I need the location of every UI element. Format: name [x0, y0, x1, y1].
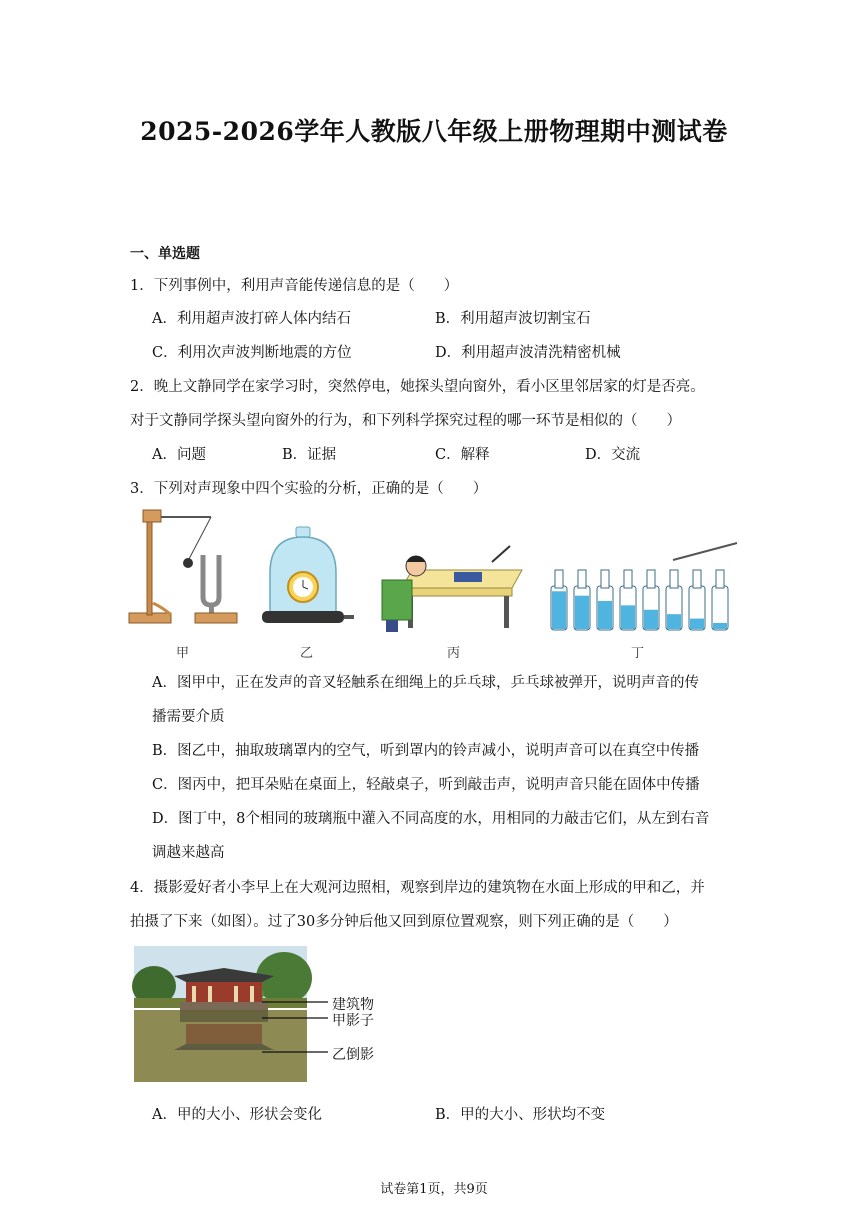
question-3-option-c: C．图丙中，把耳朵贴在桌面上，轻敲桌子，听到敲击声，说明声音只能在固体中传播	[152, 777, 700, 793]
question-3-option-b: B．图乙中，抽取玻璃罩内的空气，听到罩内的铃声减小，说明声音可以在真空中传播	[152, 743, 700, 759]
bottle-5	[643, 570, 659, 630]
question-1-option-c: C．利用次声波判断地震的方位	[152, 345, 352, 361]
bottle-3	[597, 570, 613, 630]
question-2-stem-line2: 对于文静同学探头望向窗外的行为，和下列科学探究过程的哪一环节是相似的（ ）	[130, 413, 681, 429]
figure-jia-tuning-fork	[125, 505, 245, 630]
figure-label-bing: 丙	[447, 646, 461, 661]
question-3-stem: 3．下列对声现象中四个实验的分析，正确的是（ ）	[130, 481, 488, 497]
figure-label-ding: 丁	[631, 646, 645, 661]
question-2-option-a: A．问题	[152, 447, 206, 463]
question-2-option-d: D．交流	[585, 447, 641, 463]
question-3-option-d-line2: 调越来越高	[152, 845, 225, 861]
figure-label-jia: 甲	[176, 646, 190, 661]
figure-ding-bottles	[545, 540, 745, 635]
question-1-option-d: D．利用超声波清洗精密机械	[435, 345, 621, 361]
question-3-option-d-line1: D．图丁中，8个相同的玻璃瓶中灌入不同高度的水，用相同的力敲击它们，从左到右音	[152, 811, 710, 827]
question-4-stem-line1: 4．摄影爱好者小李早上在大观河边照相，观察到岸边的建筑物在水面上形成的甲和乙，并	[130, 880, 705, 896]
question-4-option-a: A．甲的大小、形状会变化	[152, 1107, 322, 1123]
question-2-option-c: C．解释	[435, 447, 490, 463]
question-4-stem-line2: 拍摄了下来（如图）。过了30多分钟后他又回到原位置观察，则下列正确的是（ ）	[130, 914, 678, 930]
figure-label-yi: 乙	[300, 646, 314, 661]
bottle-8	[712, 570, 728, 630]
question-1-stem: 1．下列事例中，利用声音能传递信息的是（ ）	[130, 278, 459, 294]
question-1-option-a: A．利用超声波打碎人体内结石	[152, 311, 351, 327]
question-2-stem-line1: 2．晚上文静同学在家学习时，突然停电，她探头望向窗外，看小区里邻居家的灯是否亮。	[130, 379, 705, 395]
figure-bing-ear-on-desk	[372, 540, 527, 635]
bottle-6	[666, 570, 682, 630]
question-3-option-a-line1: A．图甲中，正在发声的音叉轻触系在细绳上的乒乓球，乒乓球被弹开，说明声音的传	[152, 675, 699, 691]
photo-label-reflection: 乙倒影	[332, 1047, 374, 1063]
question-3-option-a-line2: 播需要介质	[152, 709, 225, 725]
bottle-4	[620, 570, 636, 630]
photo-pointer-lines	[262, 990, 332, 1060]
question-4-option-b: B．甲的大小、形状均不变	[435, 1107, 606, 1123]
bottle-1	[551, 570, 567, 630]
question-1-option-b: B．利用超声波切割宝石	[435, 311, 591, 327]
photo-label-building: 建筑物	[332, 997, 374, 1013]
figure-yi-bell-jar	[260, 525, 360, 635]
page-title: 2025-2026学年人教版八年级上册物理期中测试卷	[140, 117, 728, 146]
bottle-2	[574, 570, 590, 630]
photo-label-shadow: 甲影子	[332, 1013, 374, 1029]
section-heading: 一、单选题	[130, 246, 200, 262]
page-footer: 试卷第1页，共9页	[380, 1182, 488, 1197]
question-2-option-b: B．证据	[282, 447, 337, 463]
bottle-7	[689, 570, 705, 630]
